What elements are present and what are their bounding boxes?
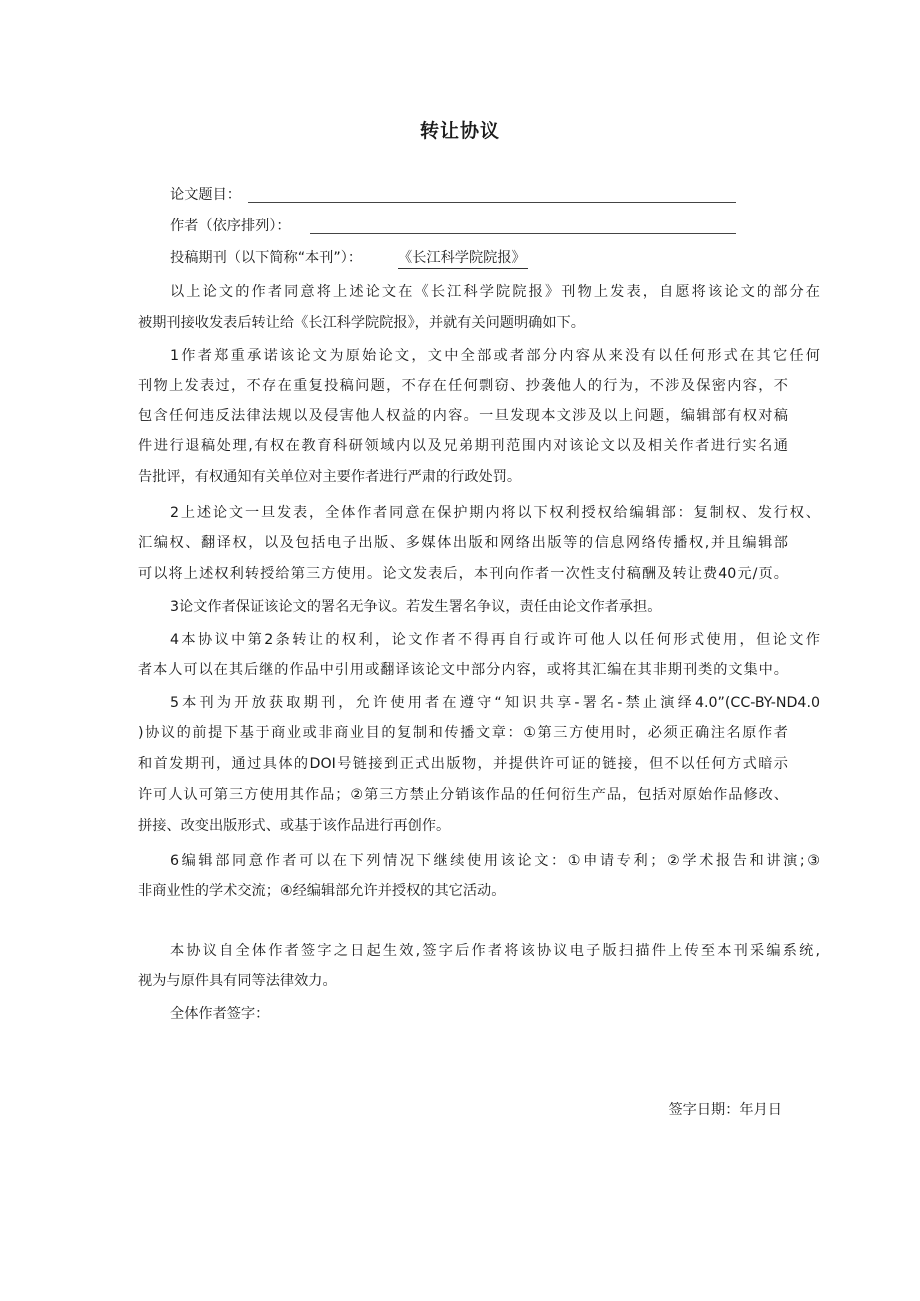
- effect-line-1: 本协议自全体作者签字之日起生效,签字后作者将该协议电子版扫描件上传至本刊采编系统,: [170, 943, 820, 959]
- authors-label: 作者（依序排列）：: [170, 218, 291, 234]
- clause1-line-5: 告批评，有权通知有关单位对主要作者进行严肃的行政处罚。: [138, 469, 522, 485]
- sign-date-label: 签字日期：年月日: [668, 1102, 782, 1118]
- clause5-line-4: 许可人认可第三方使用其作品；②第三方禁止分销该作品的任何衍生产品，包括对原始作品修改、: [138, 787, 788, 803]
- clause5-line-2: )协议的前提下基于商业或非商业目的复制和传播文章：①第三方使用时，必须正确注名原作者: [138, 725, 788, 741]
- journal-row: [170, 248, 528, 269]
- clause5-line-3: 和首发期刊，通过具体的DOI号链接到正式出版物，并提供许可证的链接，但不以任何方式暗示: [138, 756, 788, 772]
- clause2-line-3: 可以将上述权利转授给第三方使用。论文发表后，本刊向作者一次性支付稿酬及转让费40元/页。: [138, 566, 788, 582]
- clause5-line-5: 拼接、改变出版形式、或基于该作品进行再创作。: [138, 818, 451, 834]
- intro-line-2: 被期刊接收发表后转让给《长江科学院院报》，并就有关问题明确如下。: [138, 315, 585, 331]
- signature-label: 全体作者签字：: [170, 1006, 270, 1022]
- paper-title-blank[interactable]: [248, 202, 736, 203]
- clause6-line-2: 非商业性的学术交流；④经编辑部允许并授权的其它活动。: [138, 883, 506, 899]
- effect-line-2: 视为与原件具有同等法律效力。: [138, 973, 337, 989]
- clause1-line-1: 1作者郑重承诺该论文为原始论文，文中全部或者部分内容从来没有以任何形式在其它任何: [170, 348, 820, 364]
- authors-blank[interactable]: [310, 233, 736, 234]
- page-title: 转让协议: [419, 120, 500, 142]
- clause2-line-2: 汇编权、翻译权，以及包括电子出版、多媒体出版和网络出版等的信息网络传播权,并且编辑部: [138, 535, 788, 551]
- clause5-line-1: 5本刊为开放获取期刊，允许使用者在遵守“知识共享-署名-禁止演绎4.0”(CC-BY-ND4.0: [170, 695, 820, 711]
- clause4-line-2: 者本人可以在其后继的作品中引用或翻译该论文中部分内容，或将其汇编在其非期刊类的文集中。: [138, 662, 788, 678]
- clause4-line-1: 4本协议中第2条转让的权利，论文作者不得再自行或许可他人以任何形式使用，但论文作: [170, 632, 820, 648]
- clause1-line-3: 包含任何违反法律法规以及侵害他人权益的内容。一旦发现本文涉及以上问题，编辑部有权对稿: [138, 408, 788, 424]
- journal-value: 《长江科学院院报》: [398, 248, 528, 269]
- paper-title-label: 论文题目：: [170, 187, 241, 203]
- clause2-line-1: 2上述论文一旦发表，全体作者同意在保护期内将以下权利授权给编辑部：复制权、发行权、: [170, 505, 820, 521]
- journal-label: 投稿期刊（以下简称“本刊”）：: [170, 250, 363, 266]
- intro-line-1: 以上论文的作者同意将上述论文在《长江科学院院报》刊物上发表，自愿将该论文的部分在: [170, 284, 820, 300]
- clause6-line-1: 6编辑部同意作者可以在下列情况下继续使用该论文：①申请专利；②学术报告和讲演;③: [170, 853, 820, 869]
- clause3-line-1: 3论文作者保证该论文的署名无争议。若发生署名争议，责任由论文作者承担。: [170, 599, 662, 615]
- clause1-line-2: 刊物上发表过，不存在重复投稿问题，不存在任何剽窃、抄袭他人的行为，不涉及保密内容，不: [138, 378, 788, 394]
- clause1-line-4: 件进行退稿处理,有权在教育科研领域内以及兄弟期刊范围内对该论文以及相关作者进行实名通: [138, 438, 788, 454]
